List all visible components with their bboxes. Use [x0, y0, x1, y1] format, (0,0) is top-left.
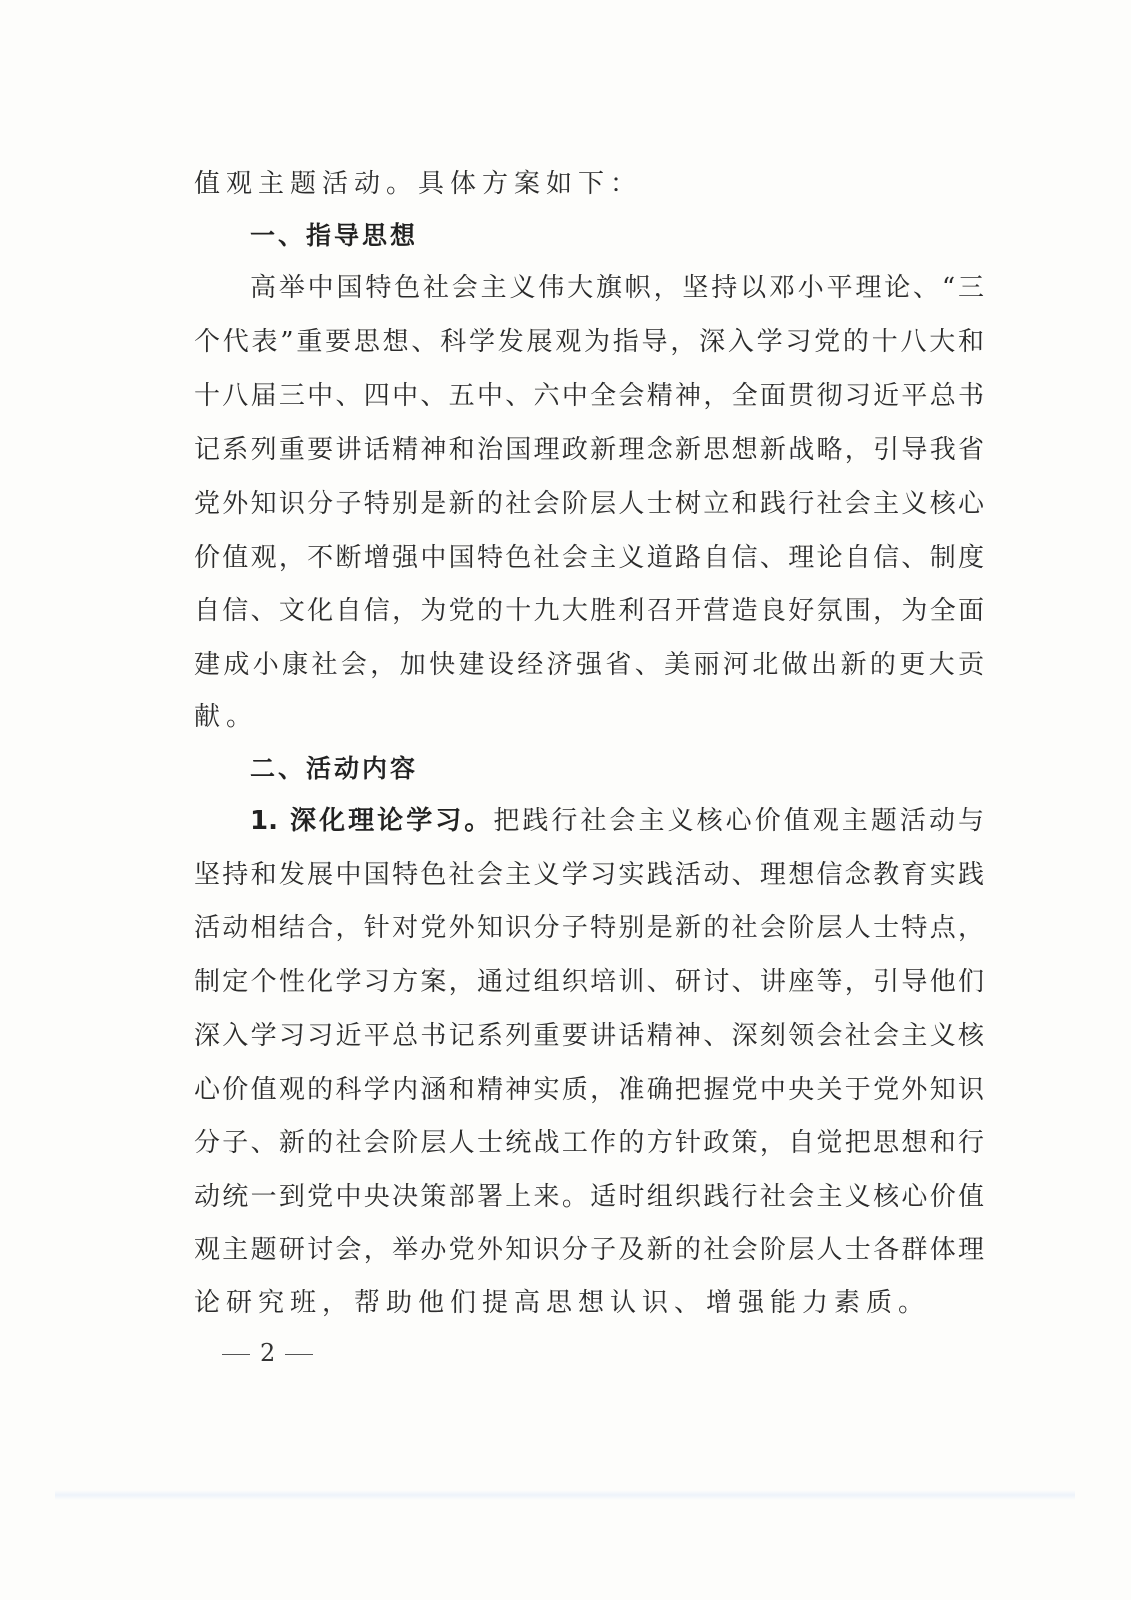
paragraph-line: 活动相结合，针对党外知识分子特别是新的社会阶层人士特点，: [194, 913, 984, 943]
paragraph-line: 建成小康社会，加快建设经济强省、美丽河北做出新的更大贡: [194, 650, 984, 680]
paragraph-line: 十八届三中、四中、五中、六中全会精神，全面贯彻习近平总书: [194, 381, 984, 411]
paragraph-line: 党外知识分子特别是新的社会阶层人士树立和践行社会主义核心: [194, 489, 984, 519]
dash-right: [285, 1354, 313, 1355]
dash-left: [222, 1354, 250, 1355]
item1-first-line-rest: 把践行社会主义核心价值观主题活动与: [493, 806, 984, 836]
paragraph-line: 记系列重要讲话精神和治国理政新理念新思想新战略，引导我省: [194, 435, 984, 465]
paragraph-line: 高举中国特色社会主义伟大旗帜，坚持以邓小平理论、“三: [250, 273, 984, 303]
page-number-value: 2: [260, 1339, 276, 1367]
item1-first-line: [250, 801, 984, 841]
page-number: [212, 1333, 323, 1373]
scan-edge-tint: [55, 1490, 1075, 1500]
paragraph-line: 深入学习习近平总书记系列重要讲话精神、深刻领会社会主义核: [194, 1021, 984, 1051]
paragraph-line: 个代表”重要思想、科学发展观为指导，深入学习党的十八大和: [194, 327, 984, 357]
paragraph-line: 观主题研讨会，举办党外知识分子及新的社会阶层人士各群体理: [194, 1235, 984, 1265]
paragraph-line: 坚持和发展中国特色社会主义学习实践活动、理想信念教育实践: [194, 860, 984, 890]
intro-tail-line: 值观主题活动。具体方案如下：: [194, 169, 643, 199]
paragraph-line: 分子、新的社会阶层人士统战工作的方针政策，自觉把思想和行: [194, 1128, 984, 1158]
paragraph-line: 自信、文化自信，为党的十九大胜利召开营造良好氛围，为全面: [194, 596, 984, 626]
paragraph-line: 献。: [194, 702, 259, 732]
paragraph-line: 心价值观的科学内涵和精神实质，准确把握党中央关于党外知识: [194, 1075, 984, 1105]
item1-lead: 1. 深化理论学习。: [250, 806, 494, 836]
paragraph-line: 制定个性化学习方案，通过组织培训、研讨、讲座等，引导他们: [194, 967, 984, 997]
section-heading-activity-content: 二、活动内容: [250, 754, 419, 783]
paragraph-line: 动统一到党中央决策部署上来。适时组织践行社会主义核心价值: [194, 1182, 984, 1212]
section-heading-guiding-ideology: 一、指导思想: [250, 221, 419, 250]
paragraph-line: 论研究班，帮助他们提高思想认识、增强能力素质。: [194, 1288, 931, 1318]
paragraph-line: 价值观，不断增强中国特色社会主义道路自信、理论自信、制度: [194, 543, 984, 573]
